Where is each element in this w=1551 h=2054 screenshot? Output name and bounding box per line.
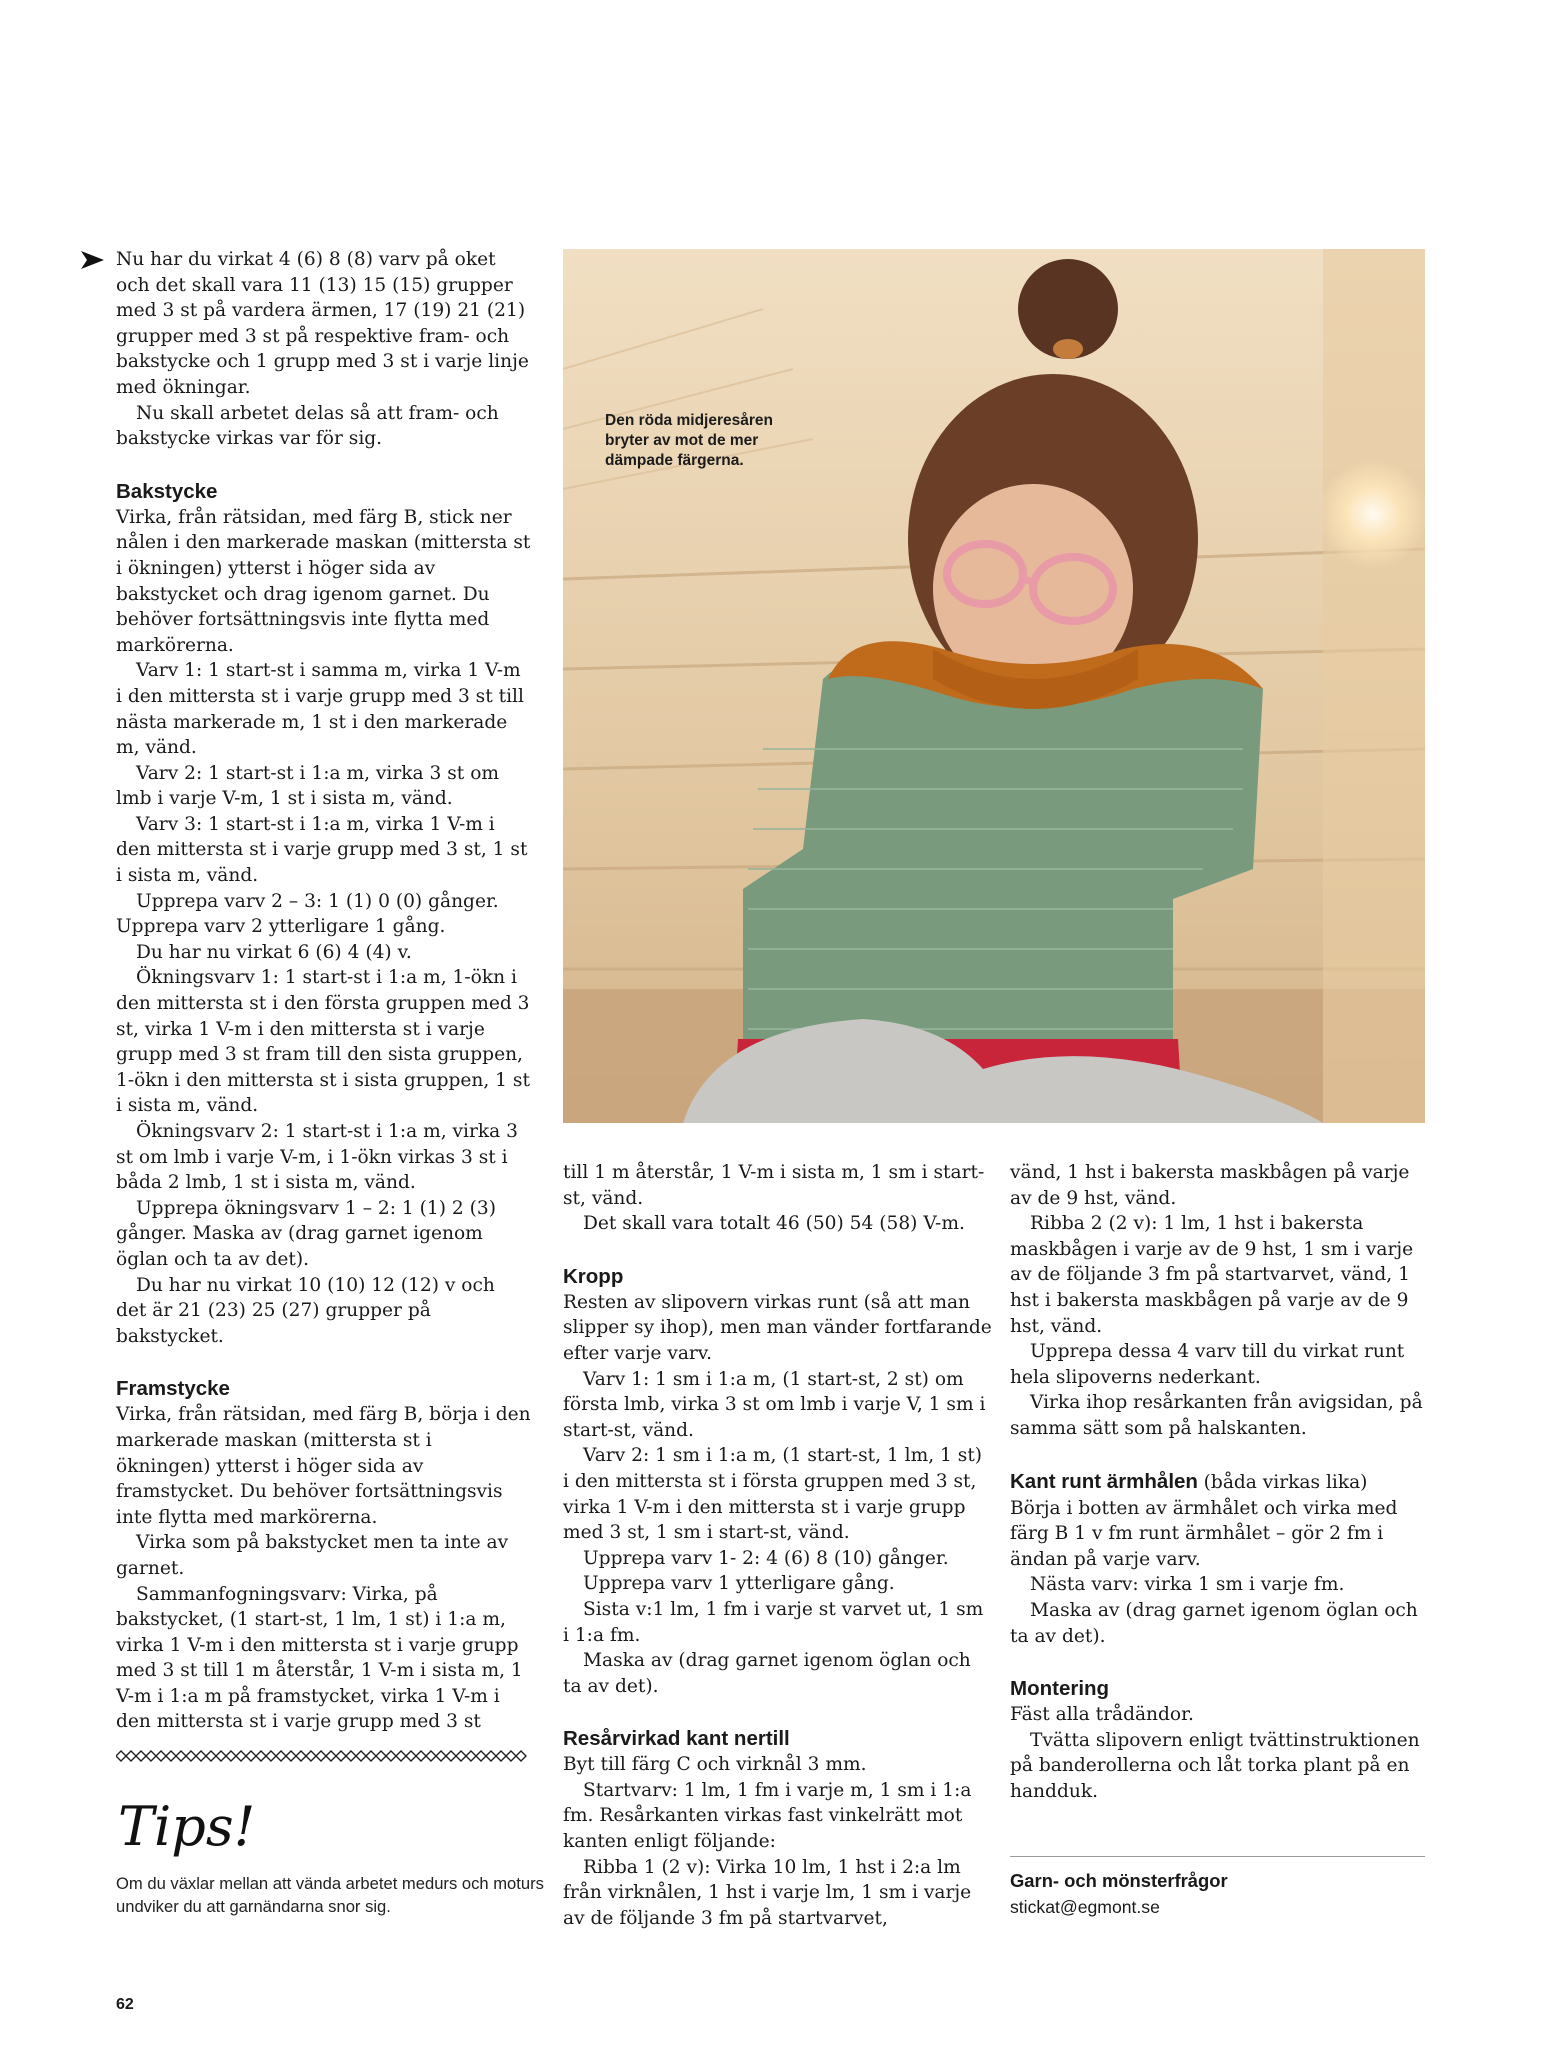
paragraph: Upprepa varv 2 – 3: 1 (1) 0 (0) gånger. Upprepa varv 2 ytterligare 1 gång. [116, 890, 499, 938]
heading-subtext: (båda virkas lika) [1203, 1471, 1368, 1493]
paragraph: Nu skall arbetet delas så att fram- och bakstycke virkas var för sig. [116, 402, 499, 450]
section-heading-montering: Montering [1010, 1677, 1110, 1701]
continuation-arrow-icon [80, 250, 105, 270]
section-heading-framstycke: Framstycke [116, 1377, 230, 1401]
paragraph: Maska av (drag garnet igenom öglan och ta av det). [1010, 1599, 1418, 1647]
photo-child-in-sweater [563, 249, 1425, 1123]
paragraph: Börja i botten av ärmhålet och virka med färg B 1 v fm runt ärmhålet – gör 2 fm i ändan på varje varv. [1010, 1497, 1398, 1570]
paragraph: Virka ihop resårkanten från avigsidan, på samma sätt som på halskanten. [1010, 1392, 1423, 1439]
paragraph: Sammanfogningsvarv: Virka, på bakstycket, (1 start-st, 1 lm, 1 st) i 1:a m, virka 1 V-m i den mittersta st i varje grupp med 3 st till 1 m återstår, 1 V-m i sista m, 1 V-m i 1:a m på framstycket, virka 1 V-m i den mittersta st i varje grupp med 3 st [116, 1583, 523, 1733]
paragraph: Tvätta slipovern enligt tvättinstruktionen på banderollerna och låt torka plant på en handduk. [1010, 1729, 1420, 1802]
paragraph: Ökningsvarv 1: 1 start-st i 1:a m, 1-ökn i den mittersta st i den första gruppen med 3 st, virka 1 V-m i den mittersta st i varje grupp med 3 st fram till den sista gruppen, 1-ökn i den mittersta st i sista gruppen, 1 st i sista m, vänd. [116, 967, 530, 1117]
paragraph: Fäst alla trådändor. [1010, 1704, 1194, 1726]
column-middle [563, 1160, 993, 1931]
contact-block [1010, 1868, 1228, 1920]
tips-title-handwritten [116, 1795, 316, 1861]
paragraph: Virka som på bakstycket men ta inte av garnet. [116, 1532, 509, 1579]
paragraph: till 1 m återstår, 1 V-m i sista m, 1 sm i start-st, vänd. [563, 1162, 985, 1209]
paragraph: Maska av (drag garnet igenom öglan och ta av det). [563, 1650, 971, 1697]
paragraph: Upprepa ökningsvarv 1 – 2: 1 (1) 2 (3) gånger. Maska av (drag garnet igenom öglan och ta av det). [116, 1197, 496, 1270]
photo-caption: Den röda midjeresåren bryter av mot de mer dämpade färgerna. [605, 412, 773, 469]
paragraph: Nu har du virkat 4 (6) 8 (8) varv på oket och det skall vara 11 (13) 15 (15) grupper med 3 st på vardera ärmen, 17 (19) 21 (21) grupper med 3 st på respektive fram- och bakstycke och 1 grupp med 3 st i varje linje med ökningar. [116, 249, 529, 398]
column-right [1010, 1160, 1435, 1804]
column-left [116, 247, 531, 1735]
paragraph: Ribba 1 (2 v): Virka 10 lm, 1 hst i 2:a lm från virknålen, 1 hst i varje lm, 1 sm i varje av de följande 3 fm på startvarvet, [563, 1856, 972, 1929]
paragraph: Ribba 2 (2 v): 1 lm, 1 hst i bakersta maskbågen i varje av de 9 hst, 1 sm i varje av de följande 3 fm på startvarvet, vänd, 1 hst i bakersta maskbågen på varje av de 9 hst, vänd. [1010, 1213, 1414, 1337]
paragraph: Virka, från rätsidan, med färg B, stick ner nålen i den markerade maskan (mittersta st i ökningen) ytterst i höger sida av bakstycket och drag igenom garnet. Du behöver fortsättningsvis inte flytta med markörerna. [116, 506, 531, 656]
paragraph: Varv 3: 1 start-st i 1:a m, virka 1 V-m i den mittersta st i varje grupp med 3 st, 1 st i sista m, vänd. [116, 813, 528, 887]
paragraph: Byt till färg C och virknål 3 mm. [563, 1754, 867, 1776]
paragraph: Ökningsvarv 2: 1 start-st i 1:a m, virka 3 st om lmb i varje V-m, i 1-ökn virkas 3 st i båda 2 lmb, 1 st i sista m, vänd. [116, 1121, 518, 1194]
section-heading-resar: Resårvirkad kant nertill [563, 1727, 790, 1751]
contact-heading: Garn- och mönsterfrågor [1010, 1870, 1228, 1891]
contact-email-link[interactable]: stickat@egmont.se [1010, 1897, 1160, 1917]
paragraph: Resten av slipovern virkas runt (så att man slipper sy ihop), men man vänder fortfarande efter varje varv. [563, 1291, 992, 1364]
heading-text: Kant runt ärmhålen [1010, 1469, 1198, 1493]
paragraph: Nästa varv: virka 1 sm i varje fm. [1030, 1574, 1345, 1596]
section-heading-armhal [1010, 1469, 1435, 1496]
paragraph: Det skall vara totalt 46 (50) 54 (58) V-m. [583, 1213, 965, 1235]
page-number: 62 [116, 1996, 134, 2013]
paragraph: vänd, 1 hst i bakersta maskbågen på varje av de 9 hst, vänd. [1010, 1162, 1410, 1209]
decorative-zigzag-divider [116, 1750, 531, 1762]
photo-illustration [563, 249, 1425, 1123]
paragraph: Varv 2: 1 start-st i 1:a m, virka 3 st om lmb i varje V-m, 1 st i sista m, vänd. [116, 762, 500, 810]
paragraph: Varv 1: 1 start-st i samma m, virka 1 V-m i den mittersta st i varje grupp med 3 st till nästa markerade m, 1 st i den markerade m, vänd. [116, 660, 524, 759]
paragraph: Varv 1: 1 sm i 1:a m, (1 start-st, 2 st) om första lmb, virka 3 st om lmb i varje V, 1 sm i start-st, vänd. [563, 1368, 986, 1441]
tips-title-text: Tips! [118, 1795, 256, 1858]
paragraph: Startvarv: 1 lm, 1 fm i varje m, 1 sm i 1:a fm. Resårkanten virkas fast vinkelrätt mot kanten enligt följande: [563, 1779, 972, 1853]
section-heading-kropp: Kropp [563, 1264, 624, 1288]
paragraph: Varv 2: 1 sm i 1:a m, (1 start-st, 1 lm, 1 st) i den mittersta st i första gruppen med 3 st, virka 1 V-m i den mittersta st i varje grupp med 3 st, 1 sm i start-st, vänd. [563, 1445, 983, 1544]
paragraph: Virka, från rätsidan, med färg B, börja i den markerade maskan (mittersta st i ökningen) ytterst i höger sida av framstycket. Du behöver fortsättningsvis inte flytta med markörerna. [116, 1404, 531, 1528]
divider-line [1010, 1856, 1425, 1857]
paragraph: Du har nu virkat 10 (10) 12 (12) v och det är 21 (23) 25 (27) grupper på bakstycket. [116, 1274, 495, 1347]
section-heading-bakstycke: Bakstycke [116, 479, 218, 503]
paragraph: Sista v:1 lm, 1 fm i varje st varvet ut, 1 sm i 1:a fm. [563, 1598, 984, 1646]
paragraph: Upprepa varv 1 ytterligare gång. [583, 1573, 895, 1595]
paragraph: Upprepa varv 1- 2: 4 (6) 8 (10) gånger. [583, 1547, 949, 1569]
tips-text: Om du växlar mellan att vända arbetet medurs och moturs undviker du att garnändarna snor sig. [116, 1874, 544, 1916]
paragraph: Du har nu virkat 6 (6) 4 (4) v. [136, 941, 412, 963]
paragraph: Upprepa dessa 4 varv till du virkat runt hela slipoverns nederkant. [1010, 1341, 1405, 1388]
